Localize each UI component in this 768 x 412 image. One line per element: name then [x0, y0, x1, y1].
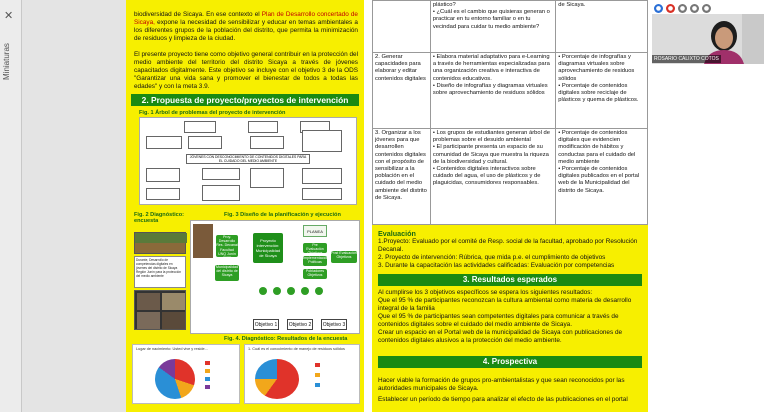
bullet-item: • Diseño de infografías y diagramas virtuales sobre aprovechamiento de residuos sólidos: [432, 82, 548, 97]
planning-diagram: [190, 220, 360, 334]
tree-node: [146, 188, 180, 200]
fig4-label: Fig. 4. Diagnóstico: Resultados de la encuesta: [224, 336, 348, 342]
table-cell: [430, 129, 555, 225]
diagram-node: [301, 287, 309, 295]
record-icon[interactable]: ●: [667, 5, 674, 12]
poster-right-column: [372, 0, 648, 412]
survey-chart-1: [132, 344, 240, 404]
survey-photo-landscape: [135, 233, 187, 243]
table-row: [373, 129, 648, 225]
diagram-plan-box: PLANEA: [303, 225, 327, 237]
tree-node: [302, 188, 342, 200]
thumbnail-sidebar: [0, 0, 22, 412]
tree-node: [202, 168, 240, 180]
evaluation-section: [372, 229, 648, 270]
legend-swatch: [205, 369, 210, 373]
tree-node: [184, 121, 216, 133]
tree-node: [188, 136, 222, 149]
legend-swatch: [205, 385, 210, 389]
results-section: [372, 289, 648, 345]
intro-text: biodiversidad de Sicaya. En ese contexto el: [134, 11, 262, 18]
bullet-text: Porcentaje de infografías y diagramas virtuales sobre aprovechamiento de residuos sólidos: [558, 54, 635, 82]
survey-photo: [134, 232, 186, 254]
prospective-section: [372, 377, 648, 404]
objective-2-box: Objetivo 2: [287, 319, 313, 330]
results-intro: Al cumplirse los 3 objetivos específicos se espera los siguientes resultados:: [378, 289, 593, 296]
table-cell: [556, 53, 648, 129]
table-cell: [430, 53, 555, 129]
legend-swatch: [315, 363, 320, 367]
legend-swatch: [315, 373, 320, 377]
table-cell: de Sicaya.: [556, 1, 648, 53]
tree-node: [248, 121, 278, 133]
tree-node: [146, 168, 180, 182]
chart1-title: Lugar de nacimiento: Usted vive y reside...: [136, 347, 208, 351]
diagram-node: [273, 287, 281, 295]
objective-3-box: Objetivo 3: [321, 319, 347, 330]
tree-node: [250, 168, 284, 188]
pie-chart: [255, 359, 299, 399]
diagram-right-box: Implementación Políticas: [303, 256, 329, 265]
bullet-item: • Porcentaje de contenidos digitales sobre reciclaje de plásticos y quema de plásticos.: [558, 82, 639, 104]
evaluation-item: 1.Proyecto: Evaluado por el comité de Resp. social de la facultad, aprobado por Resolución Decanal.: [378, 238, 638, 253]
diagram-right-box: Pobladores Objetivos: [303, 269, 327, 279]
plan-desarrollo-link: Plan de Desarrollo concertado de Sicaya,: [134, 11, 358, 26]
camera-icon[interactable]: ●: [691, 5, 698, 12]
results-item: Que el 95 % de participantes sean competentes digitales para comunicar a través de contenidos digitales sobre el cuidado del medio ambiente de Sicaya.: [378, 313, 619, 328]
video-tile: [162, 312, 185, 329]
objective-1-box: Objetivo 1: [253, 319, 279, 330]
diagram-left-box: Proy. Desarrollo Res. Decanal Facultad UNQ Junín 2022: [216, 235, 238, 261]
diagram-photo: [193, 224, 213, 258]
bullet-item: • Contenidos digitales interactivos sobre cuidado del agua, el uso de plásticos y de plaguicidas, consumidores responsables.: [432, 166, 541, 187]
table-row: [373, 53, 648, 129]
bullet-text: Contenidos digitales interactivos sobre cuidado del agua, el uso de plásticos y de plaguicidas, consumidores responsables.: [432, 166, 541, 187]
fig3-label: Fig. 3 Diseño de la planificación y ejecución: [224, 212, 341, 218]
tree-node: [202, 185, 240, 201]
activities-matrix: [372, 0, 648, 225]
section-2-title: 2. Propuesta de proyecto/proyectos de intervención: [131, 94, 359, 106]
diagram-right-box: Pre Evaluación Objetivos: [303, 243, 327, 253]
survey-video-grid: [134, 290, 186, 330]
section-4-title: 4. Prospectiva: [378, 356, 642, 368]
legend-swatch: [315, 383, 320, 387]
bullet-item: • Elabora material adaptativo para e-Learning a través de herramientas especializadas para una organización creativa e interactiva de contenidos educativos.: [432, 54, 550, 82]
tree-node: [302, 130, 342, 152]
results-item: Que el 95 % de participantes reconozcan la cultura ambiental como materia de desarrollo integral de la familia: [378, 297, 632, 312]
bullet-item: • Porcentaje de contenidos digitales que evidencien modificación de hábitos y conductas para el cuidado del medio ambiente: [558, 130, 636, 165]
bullet-text: Porcentaje de contenidos digitales sobre reciclaje de plásticos y quema de plásticos.: [558, 82, 639, 104]
tree-node: [250, 136, 284, 149]
participant-panel: [648, 0, 768, 412]
survey-chart-2: [244, 344, 360, 404]
chart2-title: 1. Cuál es el conocimiento de manejo de residuos sólidos: [248, 347, 345, 351]
bullet-text: Porcentaje de contenidos digitales que evidencien modificación de hábitos y conductas para el cuidado del medio ambiente: [558, 130, 636, 165]
pie-chart: [155, 359, 195, 399]
problem-tree-figure: [139, 117, 357, 205]
fig1-label: Fig. 1 Árbol de problemas del proyecto de intervención: [139, 110, 286, 116]
tree-node: [302, 168, 342, 184]
diagram-node: [315, 287, 323, 295]
thumbnails-label: Miniaturas: [2, 43, 11, 81]
section-3-title: 3. Resultados esperados: [378, 274, 642, 286]
video-tile: [137, 312, 160, 329]
diagram-node: [259, 287, 267, 295]
table-cell: [556, 129, 648, 225]
bullet-text: El participante presenta un espacio de su comunidad de Sicaya que muestra la riqueza de la biodiversidad y cultural.: [432, 144, 549, 165]
fig2-label: Fig. 2 Diagnóstico: encuesta: [134, 212, 185, 224]
intro-paragraph-1: [134, 11, 358, 43]
mic-icon[interactable]: ●: [679, 5, 686, 12]
bullet-text: Elabora material adaptativo para e-Learning a través de herramientas especializadas para una organización creativa e interactiva de contenidos educativos.: [432, 54, 550, 82]
bullet-text: Porcentaje de contenidos digitales publicados en el portal web de la Municipalidad del distrito de Sicaya.: [558, 166, 640, 194]
table-cell: 3. Organizar a los jóvenes para que desarrollen contenidos digitales con el propósito de sensibilizar a la población en el cuidado del medio ambiente del distrito de Sicaya.: [373, 129, 431, 225]
diagram-municipality-box: Municipalidad del distrito de Sicaya: [215, 265, 239, 281]
participant-name: ROSARIO CALIXTO COTOS: [654, 56, 719, 62]
table-cell: plástico? • ¿Cuál es el cambio que quisieras generan o practicar en tu entorno familiar o en tu vecindad para cuidar tu medio ambiente?: [430, 1, 555, 53]
tree-center-problem: JÓVENES CON DESCONOCIMIENTO DE CONTENIDOS DIGITALES PARA EL CUIDADO DEL MEDIO AMBIENTE: [186, 154, 310, 164]
evaluation-item: 2. Proyecto de intervención: Rúbrica, que mida p.e. el cumplimiento de objetivos: [378, 254, 606, 261]
table-cell: 2. Generar capacidades para elaborar y editar contenidos digitales: [373, 53, 431, 129]
prospective-item: Establecer un período de tiempo para analizar el efecto de las publicaciones en el portal: [378, 396, 628, 403]
poster-slide: [126, 0, 648, 412]
prospective-item: Hacer viable la formación de grupos pro-ambientalistas y que sean reconocidos por las autoridades municipales de Sicaya.: [378, 377, 625, 392]
bullet-item: • Los grupos de estudiantes generan árbol de problemas sobre el desuido ambiental: [432, 130, 550, 144]
video-tile: [137, 293, 160, 310]
evaluation-title: Evaluación: [378, 229, 416, 238]
bullet-text: Los grupos de estudiantes generan árbol de problemas sobre el desuido ambiental: [432, 130, 550, 144]
intro-paragraph-2: El presente proyecto tiene como objetivo general contribuir en la protección del medio ambiente del territorio del distrito Sicaya a través de jóvenes capacitados digitalmente. Este objetivo se incluye con el objetivo 3 de la ODS "Garantizar una vida sana y promover el bienestar de todos a todas las edades" y con la meta 3.9.: [134, 51, 358, 90]
diagram-node: [287, 287, 295, 295]
legend-swatch: [205, 361, 210, 365]
table-cell: [373, 1, 431, 53]
evaluation-item: 3. Durante la capacitación las actividades calificadas: Evaluación por competencias: [378, 262, 615, 269]
bullet-item: • El participante presenta un espacio de su comunidad de Sicaya que muestra la riqueza de la biodiversidad y cultural.: [432, 144, 549, 165]
tree-node: [146, 136, 182, 149]
more-icon[interactable]: ●: [703, 5, 710, 12]
bullet-text: Diseño de infografías y diagramas virtuales sobre aprovechamiento de residuos sólidos: [432, 82, 548, 97]
bullet-item: • Porcentaje de infografías y diagramas virtuales sobre aprovechamiento de residuos sólidos: [558, 54, 635, 82]
legend-swatch: [205, 377, 210, 381]
intro-text-cont: expone la necesidad de sensibilizar y educar en temas ambientales a los diferentes grupos de la población del distrito, que permita la minimización de residuos y limpieza de la ciudad.: [134, 19, 358, 42]
close-icon[interactable]: ✕: [4, 9, 14, 22]
bullet-item: • Porcentaje de contenidos digitales publicados en el portal web de la Municipalidad del distrito de Sicaya.: [558, 166, 640, 194]
diagram-center-box: Proyecto intervención: Municipalidad de Sicaya: [253, 233, 283, 263]
video-tile: [162, 293, 185, 310]
meeting-icon[interactable]: ●: [655, 5, 662, 12]
results-item: Crear un espacio en el Portal web de la municipalidad de Sicaya con publicaciones de contenidos digitales alusivos a la protección del medio ambiente.: [378, 329, 623, 344]
diagram-right-box: Post Evaluación Objetivos: [331, 251, 357, 263]
table-row: [373, 1, 648, 53]
poster-left-column: [126, 0, 364, 412]
survey-caption: Durante, Desarrollo de competencias digitales en jóvenes del distrito de Sicaya Región Junín para la protección del medio ambiente: [134, 256, 186, 288]
